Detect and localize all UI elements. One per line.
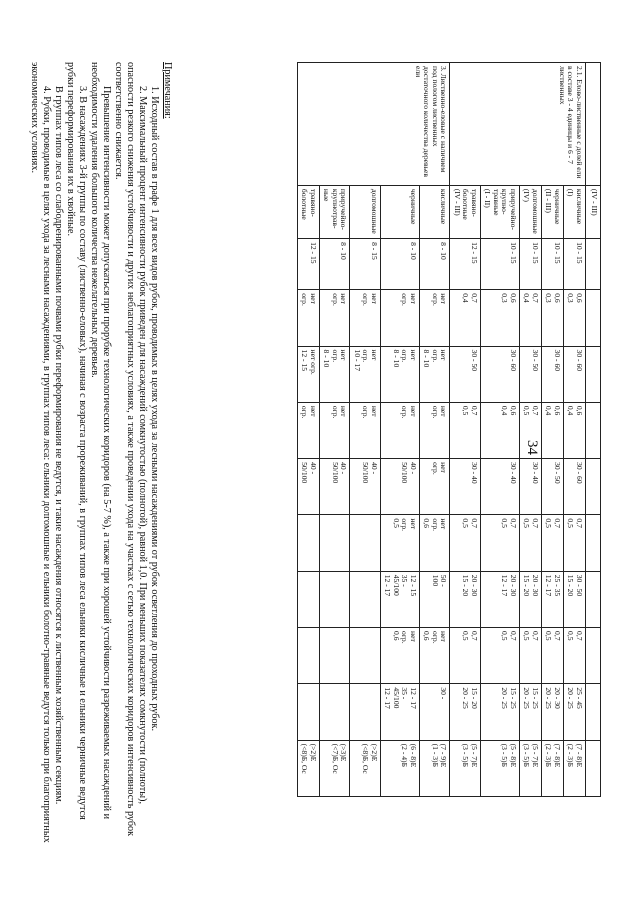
- table-cell: нет огр.: [298, 290, 320, 346]
- table-cell: 30 - 40: [520, 459, 542, 515]
- table-cell: 25 - 35 12 - 17: [542, 571, 564, 627]
- table-cell: нет огр. 0,5: [381, 515, 420, 571]
- table-cell: [586, 628, 601, 684]
- table-cell: 0,7 0,4: [450, 290, 481, 346]
- table-cell: нет огр. 0,6: [381, 628, 420, 684]
- table-cell: 0,7 0,5: [450, 515, 481, 571]
- table-cell: нет огр.: [381, 402, 420, 458]
- notes-block: [28, 62, 173, 847]
- table-cell: 12 - 17 35 - 45/100 12 - 17: [381, 684, 420, 740]
- table-cell: нет огр.: [350, 290, 381, 346]
- table-cell: [586, 63, 601, 186]
- table-cell: 8 - 10: [420, 239, 451, 290]
- table-cell: 0,7 0,5: [520, 402, 542, 458]
- forest-type-cell: долгомошные: [350, 185, 381, 238]
- table-cell: 0,7 0,5: [481, 628, 520, 684]
- table-cell: нет огр.: [381, 290, 420, 346]
- table-row: [420, 63, 451, 797]
- table-cell: 40 - 50/100: [381, 459, 420, 515]
- table-cell: 15 - 25 20 - 25: [481, 684, 520, 740]
- table-cell: [586, 459, 601, 515]
- table-cell: [298, 628, 320, 684]
- table-row: [586, 63, 601, 797]
- table-cell: 40 - 50/100: [298, 459, 320, 515]
- table-cell: [350, 684, 381, 740]
- table-cell: нет огр.: [420, 290, 451, 346]
- table-cell: [586, 346, 601, 402]
- table-cell: 30 - 40: [450, 459, 481, 515]
- forest-type-cell: черничные (II - III): [542, 185, 564, 238]
- table-cell: (>3)Е (<7)Б, Ос: [320, 740, 351, 796]
- table-cell: 12 - 15 35 - 45/100 12 - 17: [381, 571, 420, 627]
- table-cell: нет огр.: [298, 402, 320, 458]
- table-cell: [320, 571, 351, 627]
- table-cell: [586, 290, 601, 346]
- table-cell: [350, 571, 381, 627]
- table-cell: 15 - 20 20 - 25: [450, 684, 481, 740]
- table-cell: [350, 628, 381, 684]
- table-cell: 0,7 0,5: [542, 515, 564, 571]
- table-cell: 20 - 30 15 - 20: [520, 571, 542, 627]
- table-cell: 0,6 0,3: [542, 290, 564, 346]
- table-cell: [298, 684, 320, 740]
- note-item: В группах типов леса со слабодренированными почвами рубки переформирования не ведутся, и такие насаждения относятся к лиственным хозяйственным секциям.: [52, 86, 64, 805]
- forest-type-cell: приручейно- крупнотрав- ные: [320, 185, 351, 238]
- table-cell: нет огр. 0,6: [420, 628, 451, 684]
- forest-type-cell: кисличные (I): [564, 185, 586, 238]
- note-item: 2. Максимальный процент интенсивности рубок приведен для насаждений сомкнутостью (полнотой), равной 1,0. При меньших показателях сомкнутости (полноты), опасности резкого снижения устойчивости и других неблагоприятных условиях, а также проведении ухода на участках с сетью технологических коридоров интенсивность рубок соответственно снижается.: [112, 62, 148, 837]
- table-cell: [350, 515, 381, 571]
- table-cell: нет огр.: [350, 402, 381, 458]
- table-cell: [586, 515, 601, 571]
- forest-type-cell: травяно- болотные: [298, 185, 320, 238]
- table-cell: 12 - 15: [450, 239, 481, 290]
- forest-type-cell: долгомошные (IV): [520, 185, 542, 238]
- table-cell: нет огр. 10 - 17: [350, 346, 381, 402]
- table-cell: (5 - 8)Е (3 - 5)Б: [481, 740, 520, 796]
- table-cell: 30 - 50: [520, 346, 542, 402]
- table-cell: 0,7 0,5: [520, 515, 542, 571]
- table-cell: 10 - 15: [564, 239, 586, 290]
- table-cell: 0,6 0,3: [481, 290, 520, 346]
- forest-type-cell: травяно- болотные (IV - III): [450, 185, 481, 238]
- table-cell: (7 - 8)Е (2 - 3)Б: [564, 740, 586, 796]
- table-cell: 40 - 50/100: [320, 459, 351, 515]
- table-cell: нет огр.: [420, 459, 451, 515]
- rotated-document: [28, 62, 601, 847]
- table-cell: 0,7 0,5: [450, 402, 481, 458]
- table-cell: нет огр. 0,6: [420, 515, 451, 571]
- table-cell: 40 - 50/100: [350, 459, 381, 515]
- table-cell: 20 - 30 15 - 20: [450, 571, 481, 627]
- note-item: 4. Рубки, проводимые в целях ухода за лесными насаждениями, в группах типов леса: ельники долгомошные и ельники болотно-травяные ведутся только при благоприятных экономических условиях.: [28, 62, 52, 843]
- table-row: [564, 63, 586, 797]
- forest-type-cell: кисличные: [420, 185, 451, 238]
- table-cell: 20 - 30 12 - 17: [481, 571, 520, 627]
- table-cell: нет огр.: [320, 402, 351, 458]
- table-cell: 30 - 60: [542, 346, 564, 402]
- table-cell: 20 - 30 20 - 25: [542, 684, 564, 740]
- table-cell: 0,7 0,5: [564, 515, 586, 571]
- table-cell: (7 - 8)Е (2 - 3)Б: [542, 740, 564, 796]
- table-cell: [586, 402, 601, 458]
- table-cell: 30 - 50: [450, 346, 481, 402]
- table-cell: нет огр. 8 - 10: [420, 346, 451, 402]
- table-cell: нет огр.: [320, 290, 351, 346]
- table-cell: 10 - 15: [481, 239, 520, 290]
- forest-type-cell: черничные: [381, 185, 420, 238]
- table-cell: 30 - 50 15 - 20: [564, 571, 586, 627]
- table-cell: [586, 740, 601, 796]
- table-cell: нет огр. 8 - 10: [320, 346, 351, 402]
- table-cell: 50 - 100: [420, 571, 451, 627]
- table-cell: 0,6 0,3: [564, 290, 586, 346]
- table-cell: 10 - 15: [520, 239, 542, 290]
- stage-cell: 3. Лиственно-еловые с наличием под пологом лиственных достаточного количества деревьев ели: [298, 63, 451, 186]
- table-cell: 0,7 0,5: [542, 628, 564, 684]
- note-item: 3. В насаждениях 3-й группы по составу (лиственно-еловых), начиная с возраста прореживаний, в группах типов леса ельники кисличные и ельники черничные ведутся рубки переформирования их в хвойные.: [64, 62, 88, 820]
- table-cell: (7 - 9)Е (1 - 3)Б: [420, 740, 451, 796]
- table-cell: (5 - 7)Е (3 - 5)Б: [520, 740, 542, 796]
- table-cell: 30 -: [420, 684, 451, 740]
- silviculture-table: [297, 62, 601, 797]
- table-cell: 8 - 10: [320, 239, 351, 290]
- table-cell: [320, 628, 351, 684]
- table-cell: 8 - 10: [381, 239, 420, 290]
- table-cell: (IV - III): [586, 185, 601, 238]
- notes-title: Примечания:: [162, 62, 173, 119]
- table-cell: 25 - 45 20 - 25: [564, 684, 586, 740]
- table-cell: [586, 239, 601, 290]
- table-cell: 30 - 60: [564, 346, 586, 402]
- table-cell: 0,7 0,5: [520, 628, 542, 684]
- table-cell: [586, 571, 601, 627]
- table-cell: 30 - 60: [564, 459, 586, 515]
- forest-type-cell: приручейно- крупно- травные (I - II): [481, 185, 520, 238]
- table-cell: нет огр. 12 - 15: [298, 346, 320, 402]
- table-cell: 12 - 15: [298, 239, 320, 290]
- table-cell: (>2)Е (<8)Б, Ос: [350, 740, 381, 796]
- stage-cell: 2.1. Елово-лиственные с долей ели в составе 3 - 4 единицы и 6 - 7 лиственных: [450, 63, 586, 186]
- table-cell: 0,6 0,4: [542, 402, 564, 458]
- table-cell: нет огр.: [420, 402, 451, 458]
- table-cell: 15 - 25 20 - 25: [520, 684, 542, 740]
- table-cell: 30 - 50: [542, 459, 564, 515]
- table-cell: [320, 515, 351, 571]
- table-cell: 0,6 0,4: [481, 402, 520, 458]
- table-cell: 0,6 0,4: [564, 402, 586, 458]
- table-cell: [320, 684, 351, 740]
- table-cell: [298, 571, 320, 627]
- note-item: Превышение интенсивности может допускаться при прорубке технологических коридоров (на 5-7 %), а также при хорошей устойчивости разреживаемых насаждений и необходимости удаления большого количества нежелательных деревьев.: [88, 62, 112, 820]
- table-cell: нет огр. 8 - 10: [381, 346, 420, 402]
- table-cell: 0,7 0,5: [450, 628, 481, 684]
- table-cell: (>2)Е (<8)Б, Ос: [298, 740, 320, 796]
- table-cell: 30 - 40: [481, 459, 520, 515]
- table-cell: 10 - 15: [542, 239, 564, 290]
- note-item: 1. Исходный состав в графе 1 для всех видов рубок, проводимых в целях ухода за лесными насаждениями от рубок осветления до проходных рубок.: [148, 86, 160, 732]
- table-cell: 0,7 0,5: [481, 515, 520, 571]
- table-cell: 0,7 0,5: [564, 628, 586, 684]
- table-cell: 30 - 60: [481, 346, 520, 402]
- table-cell: [586, 684, 601, 740]
- table-cell: [298, 515, 320, 571]
- table-cell: 0,7 0,4: [520, 290, 542, 346]
- table-cell: (6 - 8)Е (2 - 4)Б: [381, 740, 420, 796]
- page-number: 34: [524, 440, 540, 455]
- table-cell: (5 - 7)Е (3 - 5)Б: [450, 740, 481, 796]
- table-cell: 8 - 15: [350, 239, 381, 290]
